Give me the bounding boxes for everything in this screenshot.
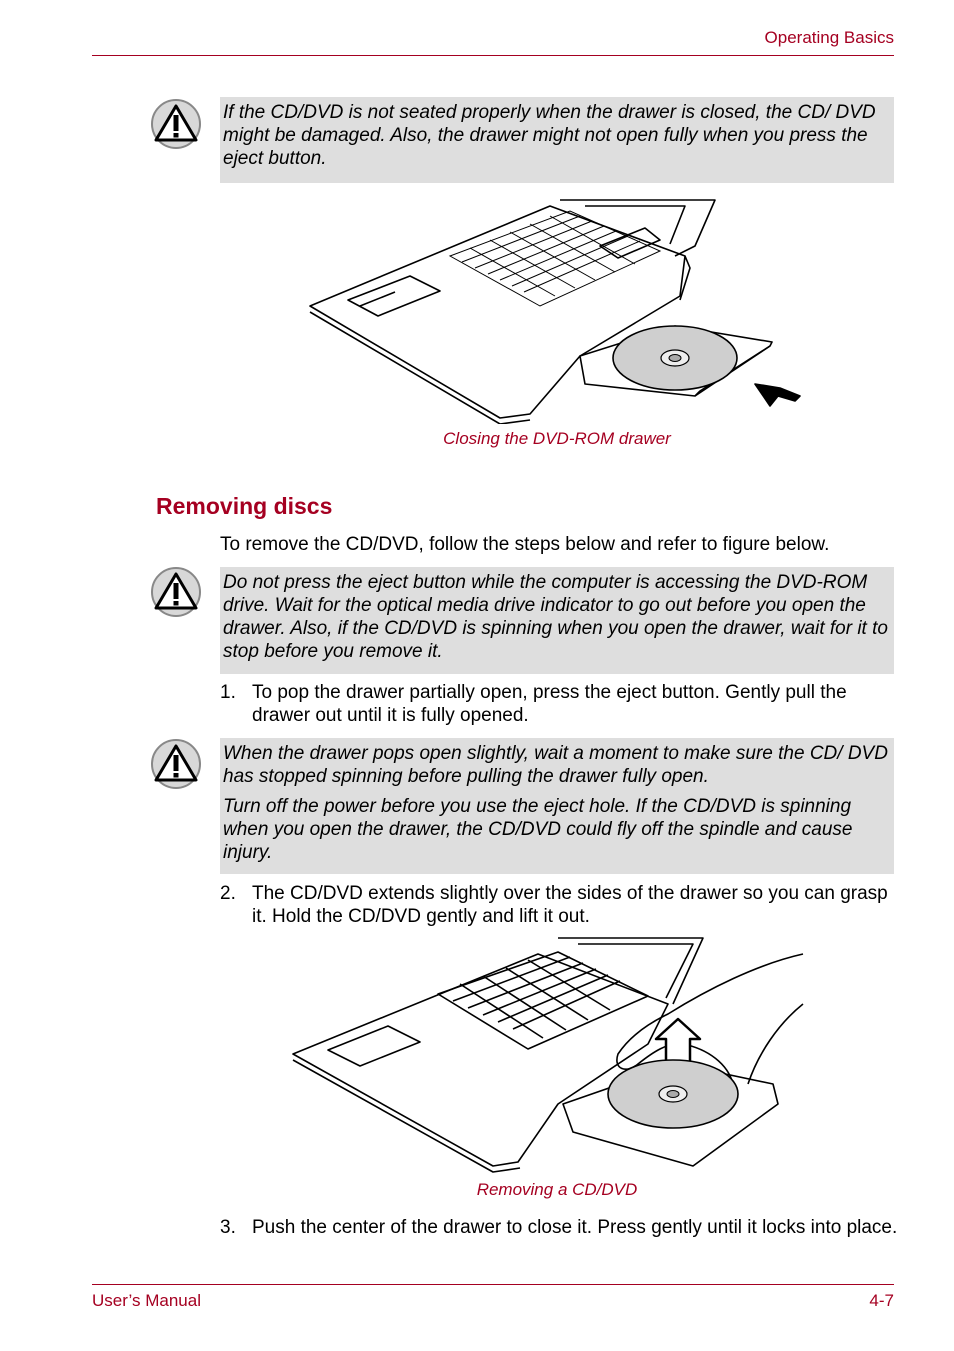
step-text: To pop the drawer partially open, press the eject button. Gently pull the drawer out until it is fully opened. <box>252 682 847 726</box>
footer-title: User’s Manual <box>92 1291 201 1310</box>
list-item <box>220 1216 898 1262</box>
section-intro: To remove the CD/DVD, follow the steps below and refer to figure below. <box>220 534 830 555</box>
figure-removing-disc <box>288 934 806 1174</box>
caution-text: Turn off the power before you use the eject hole. If the CD/DVD is spinning when you open the drawer, the CD/DVD could fly off the spindle and cause injury. <box>223 796 853 863</box>
figure-closing-drawer <box>300 196 810 424</box>
warning-icon <box>150 566 202 618</box>
list-item <box>220 882 894 928</box>
list-item <box>220 681 894 727</box>
running-header: Operating Basics <box>764 28 894 47</box>
header-rule <box>92 55 894 56</box>
caution-box <box>220 97 894 183</box>
step-number: 2. <box>220 883 236 904</box>
caution-box <box>220 567 894 674</box>
figure-caption: Removing a CD/DVD <box>476 1180 638 1199</box>
section-heading: Removing discs <box>156 493 333 519</box>
caution-box <box>220 738 894 874</box>
figure-caption: Closing the DVD-ROM drawer <box>443 429 671 448</box>
step-text: Push the center of the drawer to close it. Press gently until it locks into place. <box>252 1217 898 1238</box>
footer-rule <box>92 1284 894 1285</box>
warning-icon <box>150 738 202 790</box>
step-number: 1. <box>220 682 236 703</box>
step-number: 3. <box>220 1217 236 1238</box>
page-number: 4-7 <box>869 1291 894 1310</box>
caution-text: Do not press the eject button while the computer is accessing the DVD-ROM drive. Wait for the optical media drive indicator to go out before you open the drawer. Also, if the CD/DVD is spinning when you open the drawer, wait for it to stop before you remove it. <box>223 572 888 662</box>
caution-text: When the drawer pops open slightly, wait a moment to make sure the CD/ DVD has stopped spinning before pulling the drawer fully open. <box>223 743 888 787</box>
step-text: The CD/DVD extends slightly over the sides of the drawer so you can grasp it. Hold the CD/DVD gently and lift it out. <box>252 883 888 927</box>
caution-text: If the CD/DVD is not seated properly when the drawer is closed, the CD/ DVD might be damaged. Also, the drawer might not open fully when you press the eject button. <box>223 102 876 169</box>
warning-icon <box>150 98 202 150</box>
